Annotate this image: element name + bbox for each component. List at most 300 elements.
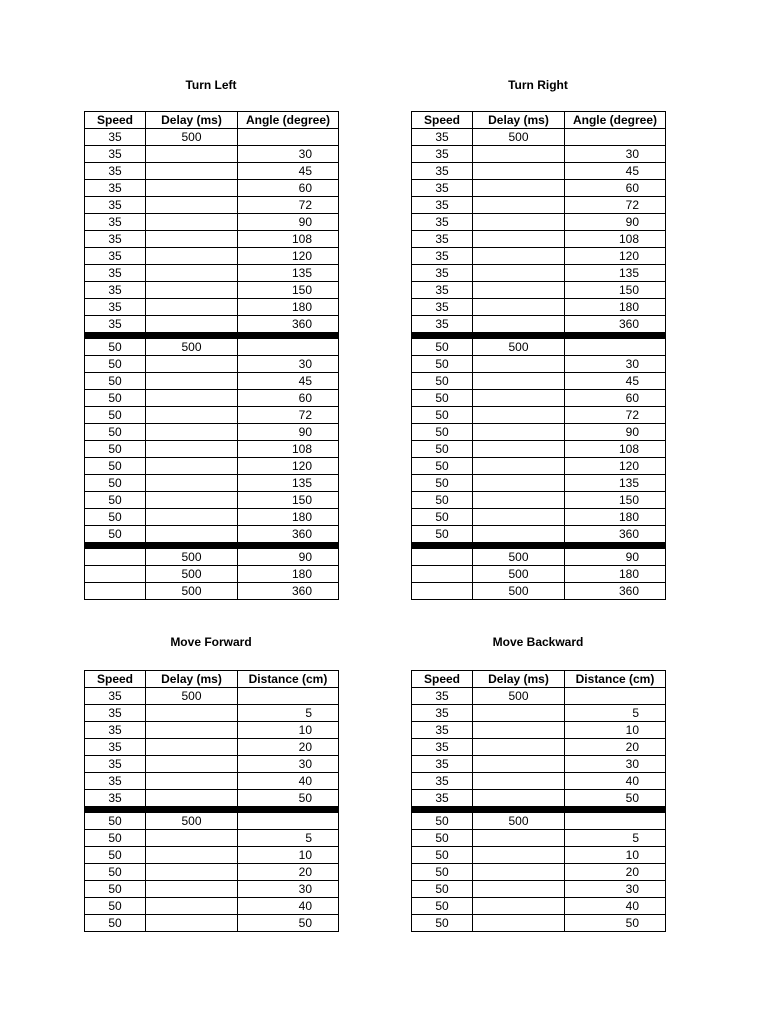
- table-row: [85, 441, 339, 458]
- speed-cell: 35: [85, 146, 146, 163]
- delay-cell: 500: [473, 339, 565, 356]
- speed-cell: 50: [412, 475, 473, 492]
- table-row: [412, 705, 666, 722]
- turn-left-table: [84, 111, 339, 600]
- table-row: [412, 509, 666, 526]
- speed-cell: 35: [412, 790, 473, 807]
- speed-cell: [85, 566, 146, 583]
- table-row: [412, 180, 666, 197]
- table-row: [412, 756, 666, 773]
- column-header: Angle (degree): [238, 112, 339, 129]
- value-cell: [565, 813, 666, 830]
- delay-cell: [146, 458, 238, 475]
- table-row: [412, 583, 666, 600]
- delay-cell: [146, 407, 238, 424]
- table-row: [412, 881, 666, 898]
- delay-cell: [146, 790, 238, 807]
- speed-cell: 35: [85, 773, 146, 790]
- table-row: [412, 566, 666, 583]
- speed-cell: 50: [85, 407, 146, 424]
- table-row: [85, 492, 339, 509]
- column-header: Speed: [85, 671, 146, 688]
- delay-cell: [146, 705, 238, 722]
- value-cell: 90: [565, 424, 666, 441]
- value-cell: 180: [565, 566, 666, 583]
- speed-cell: 50: [85, 813, 146, 830]
- column-header: Delay (ms): [146, 671, 238, 688]
- speed-cell: 35: [412, 299, 473, 316]
- value-cell: 50: [238, 790, 339, 807]
- table-row: [85, 722, 339, 739]
- delay-cell: 500: [473, 688, 565, 705]
- value-cell: 360: [565, 316, 666, 333]
- delay-cell: [146, 180, 238, 197]
- value-cell: 5: [238, 830, 339, 847]
- table-row: [85, 739, 339, 756]
- value-cell: 30: [565, 146, 666, 163]
- table-row: [85, 813, 339, 830]
- speed-cell: 50: [85, 356, 146, 373]
- value-cell: 360: [238, 583, 339, 600]
- speed-cell: [85, 583, 146, 600]
- value-cell: 40: [238, 898, 339, 915]
- table-row: [412, 129, 666, 146]
- delay-cell: [146, 231, 238, 248]
- table-row: [85, 282, 339, 299]
- value-cell: 180: [238, 566, 339, 583]
- value-cell: 5: [238, 705, 339, 722]
- speed-cell: 35: [412, 146, 473, 163]
- speed-cell: 50: [85, 526, 146, 543]
- table-row: [85, 407, 339, 424]
- delay-cell: [473, 282, 565, 299]
- move-forward-table: [84, 670, 339, 932]
- speed-cell: 50: [412, 881, 473, 898]
- value-cell: 108: [238, 441, 339, 458]
- turn-right-table: [411, 111, 666, 600]
- speed-cell: 35: [412, 705, 473, 722]
- speed-cell: 35: [412, 739, 473, 756]
- value-cell: 50: [565, 915, 666, 932]
- delay-cell: 500: [473, 549, 565, 566]
- value-cell: 10: [238, 847, 339, 864]
- value-cell: 30: [238, 756, 339, 773]
- speed-cell: 50: [412, 830, 473, 847]
- table-row: [412, 146, 666, 163]
- speed-cell: 35: [85, 316, 146, 333]
- speed-cell: 35: [85, 248, 146, 265]
- delay-cell: [473, 756, 565, 773]
- column-header: Speed: [85, 112, 146, 129]
- table-row: [412, 830, 666, 847]
- delay-cell: [146, 299, 238, 316]
- table-row: [85, 756, 339, 773]
- speed-cell: 35: [412, 688, 473, 705]
- speed-cell: 35: [85, 265, 146, 282]
- value-cell: 30: [565, 756, 666, 773]
- delay-cell: [473, 739, 565, 756]
- delay-cell: [473, 248, 565, 265]
- delay-cell: [146, 146, 238, 163]
- speed-cell: 50: [85, 881, 146, 898]
- value-cell: 40: [565, 773, 666, 790]
- delay-cell: [473, 773, 565, 790]
- column-header: Distance (cm): [238, 671, 339, 688]
- delay-cell: [473, 407, 565, 424]
- speed-cell: [85, 549, 146, 566]
- value-cell: [238, 813, 339, 830]
- delay-cell: 500: [146, 549, 238, 566]
- speed-cell: 35: [412, 722, 473, 739]
- delay-cell: [473, 492, 565, 509]
- table-row: [412, 299, 666, 316]
- delay-cell: [146, 390, 238, 407]
- speed-cell: 50: [85, 830, 146, 847]
- speed-cell: 35: [412, 197, 473, 214]
- column-header: Speed: [412, 671, 473, 688]
- speed-cell: 50: [412, 898, 473, 915]
- value-cell: 180: [238, 299, 339, 316]
- speed-cell: 50: [412, 864, 473, 881]
- table-row: [85, 248, 339, 265]
- speed-cell: 35: [412, 129, 473, 146]
- delay-cell: [473, 316, 565, 333]
- delay-cell: [146, 214, 238, 231]
- value-cell: 20: [565, 864, 666, 881]
- value-cell: 72: [565, 197, 666, 214]
- table-row: [412, 790, 666, 807]
- value-cell: 135: [565, 265, 666, 282]
- header-row: [412, 112, 666, 129]
- delay-cell: [473, 299, 565, 316]
- table-row: [85, 705, 339, 722]
- table-row: [85, 180, 339, 197]
- speed-cell: 35: [85, 739, 146, 756]
- delay-cell: [473, 265, 565, 282]
- table-row: [85, 830, 339, 847]
- delay-cell: 500: [473, 813, 565, 830]
- table-row: [85, 390, 339, 407]
- value-cell: 180: [565, 509, 666, 526]
- value-cell: 20: [238, 739, 339, 756]
- speed-cell: 50: [412, 390, 473, 407]
- table-row: [412, 739, 666, 756]
- value-cell: 360: [565, 526, 666, 543]
- delay-cell: [473, 146, 565, 163]
- table-row: [412, 847, 666, 864]
- header-row: [85, 112, 339, 129]
- delay-cell: [146, 424, 238, 441]
- delay-cell: [146, 830, 238, 847]
- value-cell: 108: [238, 231, 339, 248]
- table-row: [85, 566, 339, 583]
- table-row: [412, 407, 666, 424]
- value-cell: 120: [565, 458, 666, 475]
- table-row: [85, 881, 339, 898]
- value-cell: 150: [238, 492, 339, 509]
- delay-cell: [146, 915, 238, 932]
- speed-cell: 50: [85, 915, 146, 932]
- value-cell: 120: [238, 458, 339, 475]
- speed-cell: 35: [412, 214, 473, 231]
- speed-cell: 50: [85, 475, 146, 492]
- speed-cell: 50: [85, 492, 146, 509]
- delay-cell: [146, 441, 238, 458]
- speed-cell: 50: [85, 898, 146, 915]
- delay-cell: 500: [473, 129, 565, 146]
- value-cell: 10: [565, 847, 666, 864]
- speed-cell: 35: [85, 214, 146, 231]
- turn-left-title: Turn Left: [185, 78, 237, 92]
- table-row: [85, 526, 339, 543]
- delay-cell: 500: [146, 339, 238, 356]
- speed-cell: [412, 549, 473, 566]
- speed-cell: 50: [412, 458, 473, 475]
- value-cell: 40: [238, 773, 339, 790]
- value-cell: 30: [565, 356, 666, 373]
- value-cell: 108: [565, 441, 666, 458]
- value-cell: 60: [565, 180, 666, 197]
- delay-cell: [146, 773, 238, 790]
- table-row: [412, 163, 666, 180]
- delay-cell: [146, 898, 238, 915]
- speed-cell: 50: [85, 424, 146, 441]
- value-cell: 120: [565, 248, 666, 265]
- table-row: [85, 316, 339, 333]
- speed-cell: 50: [85, 847, 146, 864]
- value-cell: 90: [238, 549, 339, 566]
- value-cell: 72: [565, 407, 666, 424]
- value-cell: [238, 129, 339, 146]
- table-row: [85, 773, 339, 790]
- table-row: [412, 458, 666, 475]
- speed-cell: 50: [85, 509, 146, 526]
- delay-cell: [473, 475, 565, 492]
- speed-cell: 35: [85, 299, 146, 316]
- value-cell: 180: [565, 299, 666, 316]
- delay-cell: [146, 282, 238, 299]
- table-row: [412, 248, 666, 265]
- table-row: [85, 864, 339, 881]
- speed-cell: 50: [412, 915, 473, 932]
- delay-cell: 500: [146, 688, 238, 705]
- delay-cell: [473, 509, 565, 526]
- table-row: [85, 549, 339, 566]
- value-cell: 45: [565, 373, 666, 390]
- speed-cell: [412, 566, 473, 583]
- delay-cell: [473, 722, 565, 739]
- delay-cell: [473, 373, 565, 390]
- value-cell: 150: [238, 282, 339, 299]
- value-cell: 135: [238, 265, 339, 282]
- speed-cell: 50: [85, 458, 146, 475]
- value-cell: 135: [238, 475, 339, 492]
- table-row: [85, 356, 339, 373]
- delay-cell: [146, 526, 238, 543]
- value-cell: 50: [238, 915, 339, 932]
- speed-cell: 50: [85, 339, 146, 356]
- delay-cell: [473, 881, 565, 898]
- table-row: [85, 129, 339, 146]
- delay-cell: 500: [473, 566, 565, 583]
- delay-cell: [146, 722, 238, 739]
- value-cell: [238, 339, 339, 356]
- delay-cell: [146, 356, 238, 373]
- column-header: Distance (cm): [565, 671, 666, 688]
- speed-cell: 50: [412, 356, 473, 373]
- value-cell: 20: [238, 864, 339, 881]
- move-backward-table: [411, 670, 666, 932]
- delay-cell: 500: [146, 813, 238, 830]
- table-row: [412, 492, 666, 509]
- column-header: Delay (ms): [146, 112, 238, 129]
- table-row: [85, 583, 339, 600]
- value-cell: 180: [238, 509, 339, 526]
- table-row: [412, 475, 666, 492]
- delay-cell: [473, 163, 565, 180]
- value-cell: 90: [565, 214, 666, 231]
- value-cell: 60: [238, 390, 339, 407]
- table-row: [412, 441, 666, 458]
- value-cell: [565, 688, 666, 705]
- table-row: [412, 316, 666, 333]
- delay-cell: [146, 316, 238, 333]
- value-cell: [565, 339, 666, 356]
- column-header: Angle (degree): [565, 112, 666, 129]
- speed-cell: 50: [412, 526, 473, 543]
- table-row: [85, 146, 339, 163]
- delay-cell: [473, 197, 565, 214]
- delay-cell: [473, 356, 565, 373]
- table-row: [412, 356, 666, 373]
- table-row: [85, 847, 339, 864]
- table-row: [85, 898, 339, 915]
- move-forward-title: Move Forward: [170, 635, 252, 649]
- value-cell: 10: [238, 722, 339, 739]
- speed-cell: 35: [85, 231, 146, 248]
- value-cell: 360: [238, 316, 339, 333]
- delay-cell: [146, 373, 238, 390]
- table-row: [85, 197, 339, 214]
- table-row: [85, 299, 339, 316]
- speed-cell: 35: [412, 248, 473, 265]
- table-row: [412, 214, 666, 231]
- table-row: [412, 339, 666, 356]
- delay-cell: [473, 458, 565, 475]
- delay-cell: [146, 881, 238, 898]
- delay-cell: [473, 915, 565, 932]
- table-row: [412, 231, 666, 248]
- delay-cell: [146, 163, 238, 180]
- value-cell: 30: [238, 146, 339, 163]
- speed-cell: 35: [412, 773, 473, 790]
- delay-cell: 500: [146, 566, 238, 583]
- speed-cell: 35: [412, 265, 473, 282]
- speed-cell: 50: [412, 441, 473, 458]
- table-row: [412, 282, 666, 299]
- value-cell: 360: [238, 526, 339, 543]
- table-row: [85, 231, 339, 248]
- speed-cell: 50: [85, 390, 146, 407]
- speed-cell: 35: [412, 282, 473, 299]
- delay-cell: [146, 847, 238, 864]
- value-cell: 150: [565, 492, 666, 509]
- table-row: [85, 790, 339, 807]
- table-row: [85, 458, 339, 475]
- table-row: [85, 509, 339, 526]
- delay-cell: [473, 864, 565, 881]
- value-cell: 135: [565, 475, 666, 492]
- value-cell: 60: [238, 180, 339, 197]
- table-row: [412, 813, 666, 830]
- value-cell: 5: [565, 830, 666, 847]
- header-row: [412, 671, 666, 688]
- delay-cell: [146, 197, 238, 214]
- speed-cell: 35: [85, 163, 146, 180]
- delay-cell: [473, 705, 565, 722]
- speed-cell: 50: [85, 441, 146, 458]
- speed-cell: 35: [85, 705, 146, 722]
- table-row: [412, 390, 666, 407]
- speed-cell: 50: [412, 492, 473, 509]
- delay-cell: [146, 739, 238, 756]
- table-row: [412, 773, 666, 790]
- delay-cell: [146, 756, 238, 773]
- speed-cell: 35: [85, 722, 146, 739]
- speed-cell: 50: [412, 813, 473, 830]
- value-cell: 90: [238, 424, 339, 441]
- delay-cell: [473, 526, 565, 543]
- speed-cell: 50: [85, 864, 146, 881]
- table-row: [85, 688, 339, 705]
- value-cell: 60: [565, 390, 666, 407]
- delay-cell: [146, 475, 238, 492]
- speed-cell: 50: [412, 847, 473, 864]
- delay-cell: [473, 898, 565, 915]
- speed-cell: 50: [412, 373, 473, 390]
- value-cell: 360: [565, 583, 666, 600]
- delay-cell: [473, 441, 565, 458]
- table-row: [85, 214, 339, 231]
- delay-cell: [473, 790, 565, 807]
- delay-cell: [473, 214, 565, 231]
- table-row: [412, 898, 666, 915]
- value-cell: 30: [238, 356, 339, 373]
- value-cell: 45: [238, 163, 339, 180]
- speed-cell: 35: [412, 231, 473, 248]
- table-row: [85, 915, 339, 932]
- table-row: [412, 265, 666, 282]
- delay-cell: [146, 265, 238, 282]
- table-row: [85, 265, 339, 282]
- speed-cell: 35: [85, 282, 146, 299]
- speed-cell: 50: [412, 424, 473, 441]
- table-row: [412, 373, 666, 390]
- column-header: Speed: [412, 112, 473, 129]
- value-cell: 72: [238, 407, 339, 424]
- column-header: Delay (ms): [473, 671, 565, 688]
- delay-cell: [473, 424, 565, 441]
- delay-cell: 500: [146, 129, 238, 146]
- speed-cell: 35: [85, 688, 146, 705]
- speed-cell: 50: [412, 339, 473, 356]
- value-cell: [238, 688, 339, 705]
- value-cell: 5: [565, 705, 666, 722]
- table-row: [85, 339, 339, 356]
- table-row: [85, 163, 339, 180]
- value-cell: 20: [565, 739, 666, 756]
- value-cell: 10: [565, 722, 666, 739]
